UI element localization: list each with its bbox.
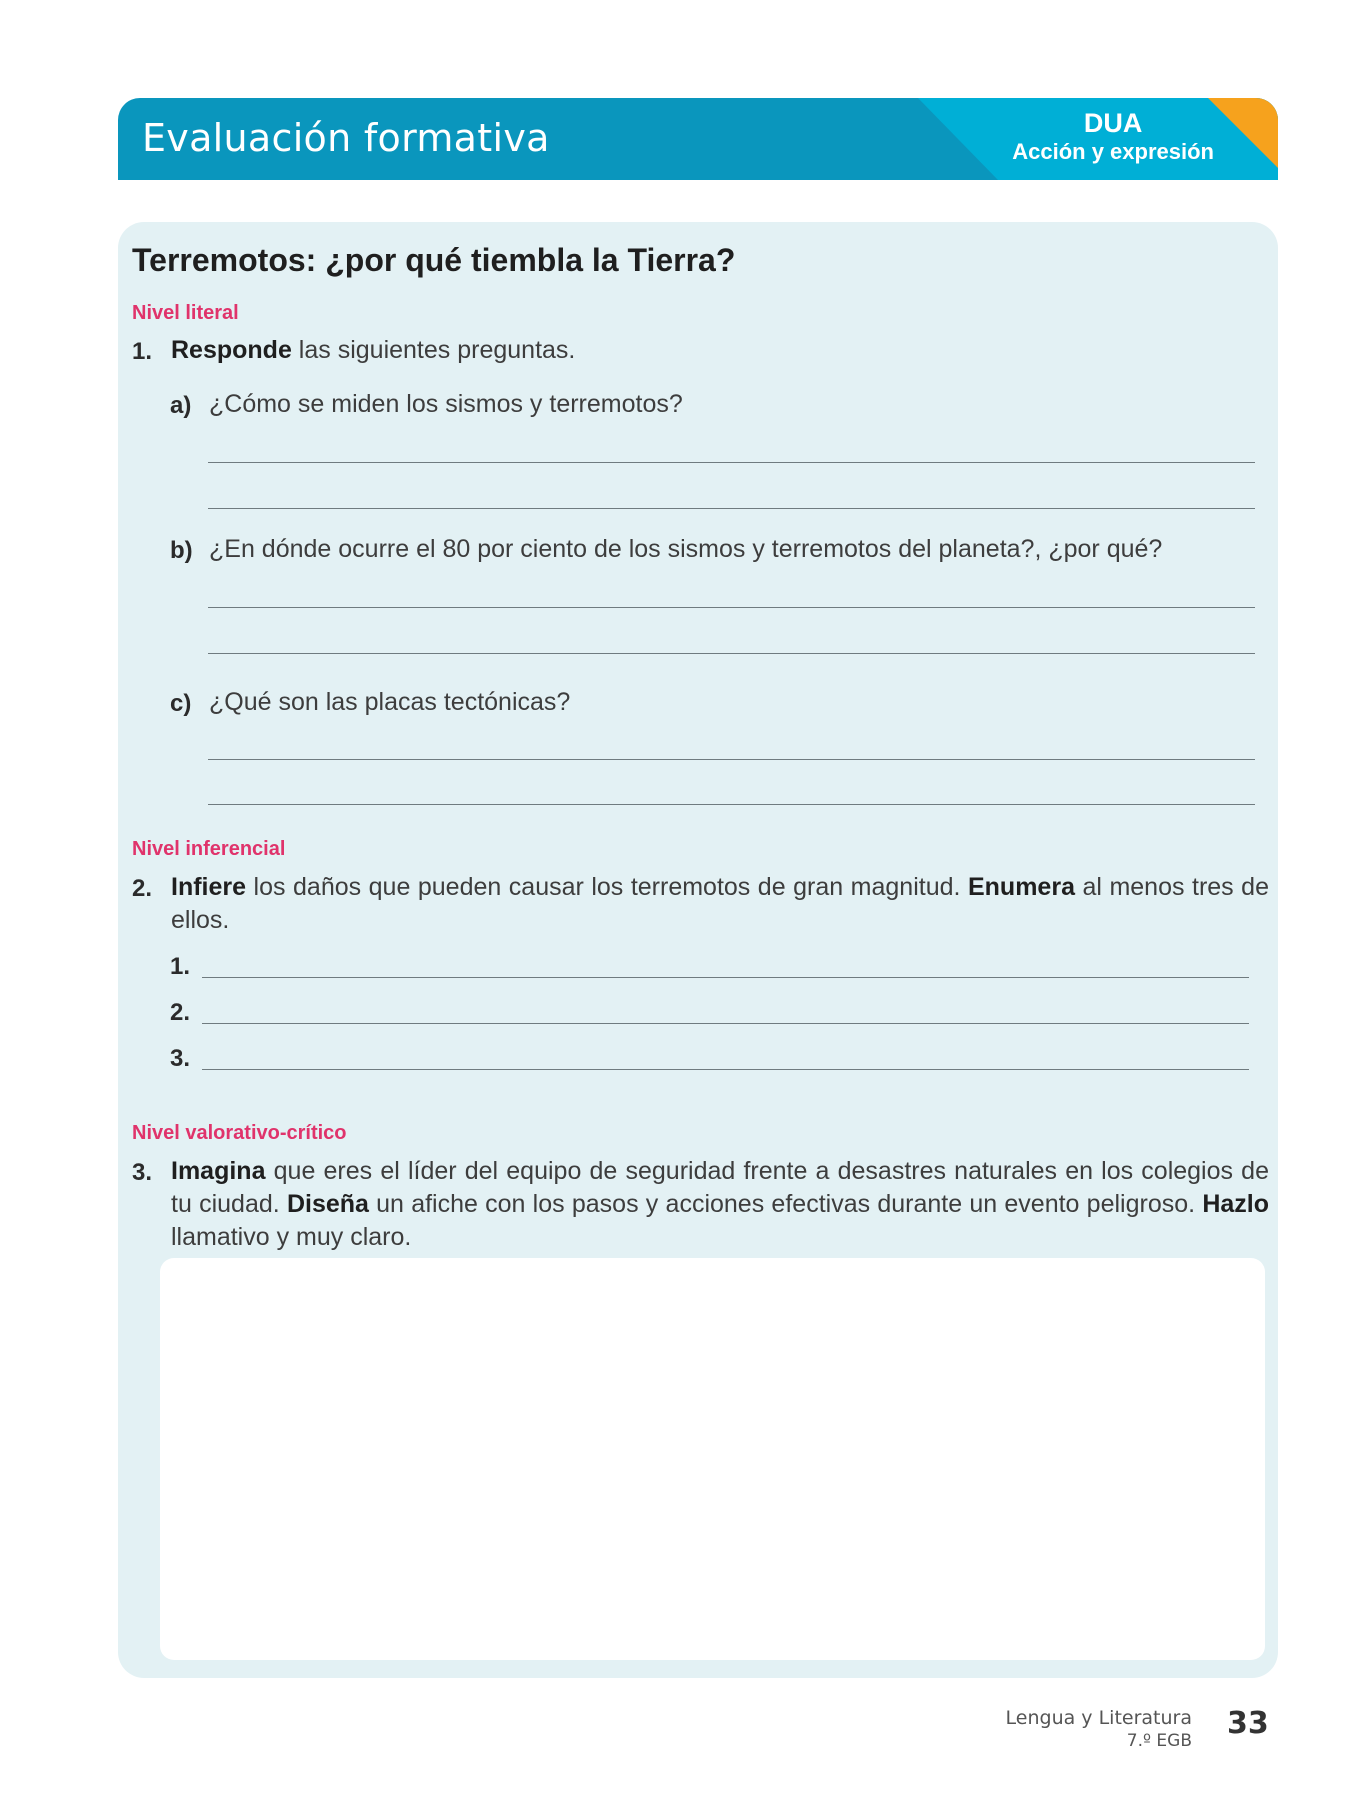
question-1-number: 1. xyxy=(132,338,153,365)
question-2-verb-infiere: Infiere xyxy=(171,873,247,901)
answer-line-1b-2[interactable] xyxy=(208,653,1255,654)
enum-line-3[interactable] xyxy=(202,1069,1249,1070)
question-2-text-part2: al menos tres de ellos. xyxy=(171,873,1269,934)
section-title: Evaluación formativa xyxy=(142,116,550,160)
enum-line-1[interactable] xyxy=(202,977,1249,978)
dua-subtitle: Acción y expresión xyxy=(1012,139,1214,164)
question-3-text-part1: que eres el líder del equipo de seguridad frente a desastres naturales en los colegios de tu ciudad. xyxy=(171,1157,1269,1218)
question-1c-text: ¿Qué son las placas tectónicas? xyxy=(209,688,571,716)
dua-badge xyxy=(1012,108,1214,166)
question-1-text xyxy=(171,334,575,367)
question-1-verb: Responde xyxy=(171,336,292,364)
level-inferential-label: Nivel inferencial xyxy=(132,838,286,860)
header-banner xyxy=(118,98,1278,180)
question-2-text-part1: los daños que pueden causar los terremotos de gran magnitud. xyxy=(246,873,968,901)
question-1a-text: ¿Cómo se miden los sismos y terremotos? xyxy=(209,390,683,418)
worksheet-title: Terremotos: ¿por qué tiembla la Tierra? xyxy=(132,242,736,278)
question-1a-letter: a) xyxy=(170,392,192,419)
answer-line-1c-1[interactable] xyxy=(208,759,1255,760)
level-literal-label: Nivel literal xyxy=(132,302,239,324)
enum-item-2: 2. xyxy=(170,999,191,1026)
dua-label: DUA xyxy=(1083,108,1143,138)
question-1-rest: las siguientes preguntas. xyxy=(291,336,576,364)
question-3-text-part2: un afiche con los pasos y acciones efectivas durante un evento peligroso. xyxy=(368,1190,1203,1218)
question-2-number: 2. xyxy=(132,875,153,902)
page-number: 33 xyxy=(1227,1706,1269,1741)
answer-line-1a-1[interactable] xyxy=(208,462,1255,463)
answer-line-1a-2[interactable] xyxy=(208,508,1255,509)
answer-line-1c-2[interactable] xyxy=(208,804,1255,805)
question-1b-text: ¿En dónde ocurre el 80 por ciento de los sismos y terremotos del planeta?, ¿por qué? xyxy=(209,535,1163,563)
question-3-verb-hazlo: Hazlo xyxy=(1202,1190,1269,1218)
question-1b-letter: b) xyxy=(170,537,193,564)
question-1c-letter: c) xyxy=(170,690,192,717)
footer-subject: Lengua y Literatura xyxy=(1005,1707,1192,1729)
enum-line-2[interactable] xyxy=(202,1023,1249,1024)
level-critical-label: Nivel valorativo-crítico xyxy=(132,1122,347,1144)
poster-drawing-area[interactable] xyxy=(160,1258,1265,1660)
question-3-verb-disena: Diseña xyxy=(286,1190,369,1218)
question-3-verb-imagina: Imagina xyxy=(171,1157,266,1185)
footer-grade: 7.º EGB xyxy=(1126,1731,1192,1751)
question-2-text xyxy=(171,871,1269,937)
question-3-number: 3. xyxy=(132,1159,153,1186)
question-3-text-part3: llamativo y muy claro. xyxy=(171,1223,412,1251)
enum-item-1: 1. xyxy=(170,953,191,980)
answer-line-1b-1[interactable] xyxy=(208,607,1255,608)
question-2-verb-enumera: Enumera xyxy=(967,873,1075,901)
enum-item-3: 3. xyxy=(170,1045,191,1072)
question-3-text xyxy=(171,1155,1269,1254)
